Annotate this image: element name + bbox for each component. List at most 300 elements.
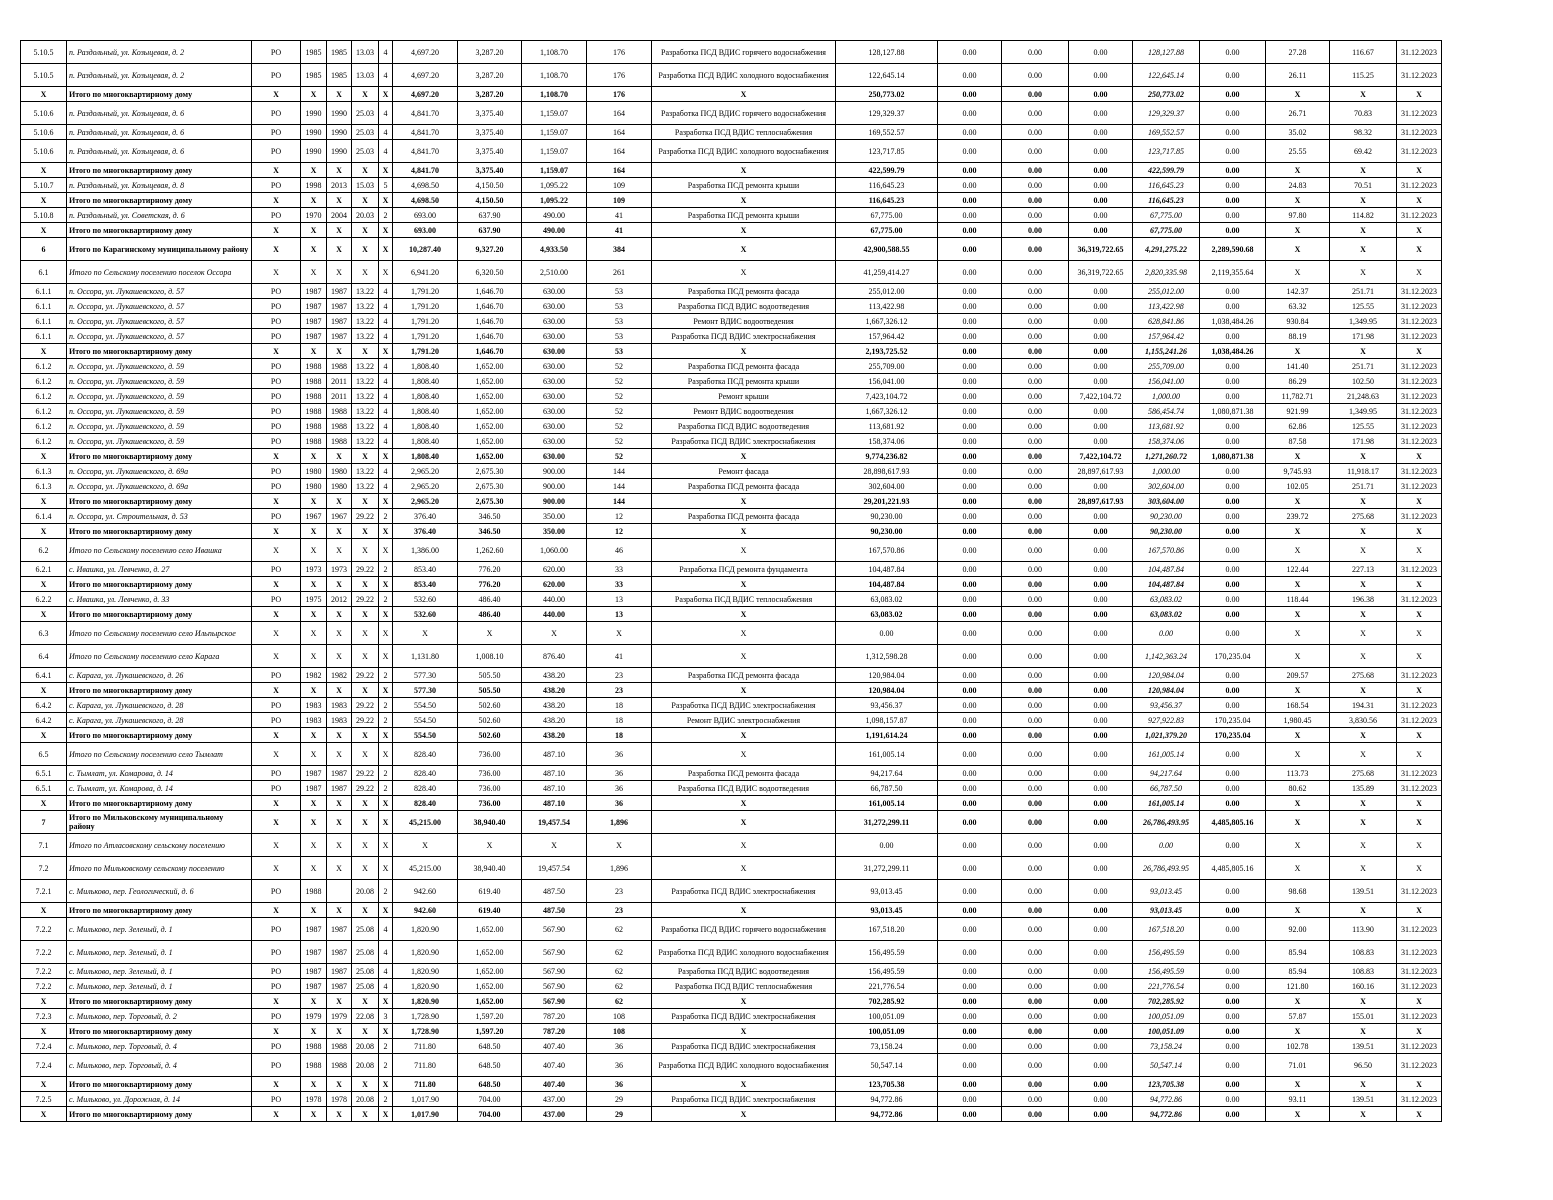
table-cell: Итого по многоквартирному дому xyxy=(67,494,252,509)
table-cell: 0.00 xyxy=(1069,668,1133,683)
table-cell: 0.00 xyxy=(1200,208,1266,223)
table-cell: 7.1 xyxy=(21,834,67,857)
table-cell: 0.00 xyxy=(1200,102,1266,125)
table-cell: 0.00 xyxy=(1069,102,1133,125)
table-cell: 109 xyxy=(587,193,652,208)
table-cell: X xyxy=(1397,163,1442,178)
table-cell: 108.83 xyxy=(1330,941,1397,964)
table-cell: X xyxy=(1397,857,1442,880)
table-cell: X xyxy=(252,994,301,1009)
table-cell: X xyxy=(1330,494,1397,509)
table-cell: 0.00 xyxy=(1002,284,1069,299)
table-cell: X xyxy=(652,449,836,464)
table-cell: X xyxy=(252,607,301,622)
table-cell: 6.1.1 xyxy=(21,314,67,329)
table-cell: 102.05 xyxy=(1266,479,1330,494)
table-cell: 1,652.00 xyxy=(458,941,522,964)
table-cell: 36 xyxy=(587,766,652,781)
table-cell: 1,652.00 xyxy=(458,434,522,449)
table-cell: 1,108.70 xyxy=(522,64,587,87)
table-cell: 31.12.2023 xyxy=(1397,941,1442,964)
table-cell: X xyxy=(301,1107,327,1122)
table-cell: 29.22 xyxy=(352,562,379,577)
table-cell: 1,271,260.72 xyxy=(1133,449,1200,464)
table-cell: 0.00 xyxy=(1002,238,1069,261)
table-cell: 0.00 xyxy=(1069,941,1133,964)
table-cell: 52 xyxy=(587,374,652,389)
table-cell: 1,652.00 xyxy=(458,994,522,1009)
table-cell: X xyxy=(252,494,301,509)
table-cell: X xyxy=(21,494,67,509)
table-row xyxy=(21,592,1442,607)
table-cell: X xyxy=(21,796,67,811)
table-cell: 1987 xyxy=(327,941,352,964)
table-cell: 0.00 xyxy=(938,64,1002,87)
table-cell: 554.50 xyxy=(393,698,458,713)
table-cell: 63,083.02 xyxy=(1133,607,1200,622)
table-cell: 0.00 xyxy=(1069,223,1133,238)
table-cell: X xyxy=(1330,728,1397,743)
table-cell: Итого по Сельскому поселению село Тымлат xyxy=(67,743,252,766)
table-cell: Итого по многоквартирному дому xyxy=(67,1024,252,1039)
table-cell: X xyxy=(522,834,587,857)
table-cell: 28,898,617.93 xyxy=(836,464,938,479)
table-cell: 1,791.20 xyxy=(393,344,458,359)
table-cell: РО xyxy=(252,140,301,163)
table-cell: Разработка ПСД ремонта крыши xyxy=(652,178,836,193)
table-cell: 4,841.70 xyxy=(393,140,458,163)
table-cell: Разработка ПСД ВДИС электроснабжения xyxy=(652,880,836,903)
table-cell: 23 xyxy=(587,683,652,698)
table-cell: 2,510.00 xyxy=(522,261,587,284)
table-cell: 0.00 xyxy=(1069,979,1133,994)
table-cell: 31.12.2023 xyxy=(1397,464,1442,479)
table-cell: 2 xyxy=(379,562,393,577)
table-cell: 0.00 xyxy=(938,102,1002,125)
table-cell: X xyxy=(352,539,379,562)
table-cell: 13.03 xyxy=(352,41,379,64)
table-cell: 50,547.14 xyxy=(836,1054,938,1077)
table-cell: 1973 xyxy=(301,562,327,577)
table-cell: 1,155,241.26 xyxy=(1133,344,1200,359)
table-cell: 36 xyxy=(587,1039,652,1054)
table-cell: с. Мильково, пер. Геологический, д. 6 xyxy=(67,880,252,903)
table-cell: X xyxy=(352,223,379,238)
table-cell: 1,808.40 xyxy=(393,404,458,419)
table-cell: 0.00 xyxy=(938,208,1002,223)
table-cell: X xyxy=(1397,449,1442,464)
table-cell: 1987 xyxy=(327,918,352,941)
table-cell: Разработка ПСД ремонта фасада xyxy=(652,359,836,374)
table-cell: 0.00 xyxy=(1069,64,1133,87)
table-cell: X xyxy=(1266,743,1330,766)
table-cell: РО xyxy=(252,1009,301,1024)
table-cell: 4 xyxy=(379,464,393,479)
table-cell: X xyxy=(1397,494,1442,509)
table-cell: 0.00 xyxy=(1002,87,1069,102)
table-cell: 33 xyxy=(587,562,652,577)
table-cell: 0.00 xyxy=(836,622,938,645)
table-cell: 0.00 xyxy=(1002,796,1069,811)
table-cell: X xyxy=(1266,1024,1330,1039)
table-cell: X xyxy=(458,622,522,645)
table-cell: 27.28 xyxy=(1266,41,1330,64)
table-cell: 0.00 xyxy=(938,140,1002,163)
table-cell: 1,038,484.26 xyxy=(1200,314,1266,329)
table-cell: X xyxy=(252,857,301,880)
table-cell: 31.12.2023 xyxy=(1397,389,1442,404)
table-cell: 100,051.09 xyxy=(1133,1009,1200,1024)
table-cell: 0.00 xyxy=(1002,314,1069,329)
table-cell: 31.12.2023 xyxy=(1397,125,1442,140)
table-cell: X xyxy=(652,743,836,766)
table-cell: 1,159.07 xyxy=(522,140,587,163)
table-cell: 4,697.20 xyxy=(393,41,458,64)
table-cell: 85.94 xyxy=(1266,964,1330,979)
table-cell: 0.00 xyxy=(938,87,1002,102)
table-cell: 0.00 xyxy=(1200,1092,1266,1107)
table-cell: 0.00 xyxy=(1200,178,1266,193)
table-cell: 31.12.2023 xyxy=(1397,1054,1442,1077)
table-cell: 0.00 xyxy=(938,562,1002,577)
table-cell: 53 xyxy=(587,344,652,359)
table-row xyxy=(21,479,1442,494)
table-cell: 1,131.80 xyxy=(393,645,458,668)
table-cell: 1,597.20 xyxy=(458,1009,522,1024)
table-cell: Разработка ПСД ВДИС горячего водоснабжения xyxy=(652,41,836,64)
table-cell: РО xyxy=(252,299,301,314)
table-cell: 1998 xyxy=(301,178,327,193)
table-cell: 62.86 xyxy=(1266,419,1330,434)
table-cell: X xyxy=(1397,1024,1442,1039)
table-cell: 0.00 xyxy=(1069,781,1133,796)
table-cell: Разработка ПСД ремонта фасада xyxy=(652,479,836,494)
table-cell: 31.12.2023 xyxy=(1397,562,1442,577)
table-cell: 167,518.20 xyxy=(836,918,938,941)
table-cell: 0.00 xyxy=(1002,509,1069,524)
table-cell: X xyxy=(301,577,327,592)
table-cell: 1985 xyxy=(327,41,352,64)
table-cell: 1985 xyxy=(301,41,327,64)
table-cell: 1,652.00 xyxy=(458,404,522,419)
table-cell: 155.01 xyxy=(1330,1009,1397,1024)
table-cell: 13.03 xyxy=(352,64,379,87)
table-cell: 0.00 xyxy=(1069,1077,1133,1092)
table-cell: 194.31 xyxy=(1330,698,1397,713)
table-cell: 630.00 xyxy=(522,329,587,344)
table-cell: 0.00 xyxy=(1069,713,1133,728)
table-cell: с. Мильково, пер. Зеленый, д. 1 xyxy=(67,964,252,979)
table-cell: 0.00 xyxy=(1069,193,1133,208)
table-cell: X xyxy=(327,223,352,238)
table-cell: X xyxy=(21,994,67,1009)
table-cell: 736.00 xyxy=(458,781,522,796)
table-cell: 350.00 xyxy=(522,524,587,539)
table-cell: 0.00 xyxy=(938,419,1002,434)
table-cell: п. Раздольный, ул. Козыцевая, д. 8 xyxy=(67,178,252,193)
table-cell: 1,808.40 xyxy=(393,389,458,404)
table-cell: 554.50 xyxy=(393,728,458,743)
table-cell: 1,820.90 xyxy=(393,994,458,1009)
table-cell: Итого по Атласовскому сельскому поселению xyxy=(67,834,252,857)
table-cell: 6.1.2 xyxy=(21,434,67,449)
table-cell: с. Мильково, пер. Торговый, д. 4 xyxy=(67,1054,252,1077)
table-cell: 31,272,299.11 xyxy=(836,857,938,880)
table-cell: 31.12.2023 xyxy=(1397,140,1442,163)
table-cell: 7.2.5 xyxy=(21,1092,67,1107)
table-cell: 1,312,598.28 xyxy=(836,645,938,668)
table-cell: 577.30 xyxy=(393,683,458,698)
table-cell: X xyxy=(252,743,301,766)
table-cell: 4 xyxy=(379,979,393,994)
table-cell: с. Карага, ул. Лукашевского, д. 26 xyxy=(67,668,252,683)
table-cell: 4 xyxy=(379,419,393,434)
table-cell: 4,698.50 xyxy=(393,193,458,208)
table-cell: 169,552.57 xyxy=(836,125,938,140)
table-cell: 28,897,617.93 xyxy=(1069,494,1133,509)
table-cell: X xyxy=(1330,261,1397,284)
table-cell: 80.62 xyxy=(1266,781,1330,796)
table-row xyxy=(21,509,1442,524)
table-row xyxy=(21,834,1442,857)
table-cell: 0.00 xyxy=(1002,577,1069,592)
table-cell: X xyxy=(1330,193,1397,208)
table-cell: 490.00 xyxy=(522,223,587,238)
table-cell: 7.2.2 xyxy=(21,918,67,941)
table-cell: 5.10.7 xyxy=(21,178,67,193)
table-cell: X xyxy=(652,683,836,698)
table-cell: 1980 xyxy=(327,464,352,479)
table-cell: 53 xyxy=(587,299,652,314)
table-cell: 26,786,493.95 xyxy=(1133,811,1200,834)
table-cell: 350.00 xyxy=(522,509,587,524)
table-cell: п. Оссора, ул. Лукашевского, д. 57 xyxy=(67,314,252,329)
table-cell: 4 xyxy=(379,941,393,964)
table-cell: п. Оссора, ул. Лукашевского, д. 59 xyxy=(67,434,252,449)
table-cell: п. Оссора, ул. Лукашевского, д. 69а xyxy=(67,464,252,479)
table-cell: X xyxy=(652,193,836,208)
table-cell: X xyxy=(652,163,836,178)
table-cell: 0.00 xyxy=(938,964,1002,979)
table-cell: X xyxy=(652,796,836,811)
table-row xyxy=(21,163,1442,178)
table-cell: 2 xyxy=(379,713,393,728)
table-cell: 102.50 xyxy=(1330,374,1397,389)
table-row xyxy=(21,1039,1442,1054)
table-cell: X xyxy=(352,622,379,645)
table-cell: 20.03 xyxy=(352,208,379,223)
table-cell: 25.55 xyxy=(1266,140,1330,163)
table-cell: 0.00 xyxy=(938,1077,1002,1092)
table-cell: 0.00 xyxy=(938,1054,1002,1077)
table-cell: 0.00 xyxy=(938,539,1002,562)
table-cell: 1,646.70 xyxy=(458,284,522,299)
table-cell: 0.00 xyxy=(1069,329,1133,344)
table-cell: X xyxy=(352,344,379,359)
table-cell: 3,375.40 xyxy=(458,163,522,178)
table-row xyxy=(21,645,1442,668)
table-cell: 31.12.2023 xyxy=(1397,1092,1442,1107)
table-cell: 31.12.2023 xyxy=(1397,419,1442,434)
table-cell: Разработка ПСД ремонта фундамента xyxy=(652,562,836,577)
table-cell: 0.00 xyxy=(1002,1092,1069,1107)
table-cell: 0.00 xyxy=(1002,464,1069,479)
table-cell: Разработка ПСД ВДИС электроснабжения xyxy=(652,1092,836,1107)
table-cell: 0.00 xyxy=(1069,743,1133,766)
table-cell: X xyxy=(327,238,352,261)
table-cell: X xyxy=(252,1107,301,1122)
table-cell: 0.00 xyxy=(1200,223,1266,238)
table-cell: 161,005.14 xyxy=(1133,743,1200,766)
table-row xyxy=(21,979,1442,994)
table-cell: 108 xyxy=(587,1024,652,1039)
table-cell: 2,675.30 xyxy=(458,494,522,509)
table-row xyxy=(21,713,1442,728)
table-body xyxy=(21,41,1442,1122)
table-cell: 1,808.40 xyxy=(393,374,458,389)
table-cell: 104,487.84 xyxy=(1133,562,1200,577)
table-cell: 52 xyxy=(587,434,652,449)
table-cell: 2 xyxy=(379,1039,393,1054)
table-cell: X xyxy=(1397,811,1442,834)
table-cell: X xyxy=(327,607,352,622)
table-cell: 94,772.86 xyxy=(1133,1107,1200,1122)
table-row xyxy=(21,524,1442,539)
table-cell: 1,080,871.38 xyxy=(1200,404,1266,419)
table-cell: Итого по многоквартирному дому xyxy=(67,223,252,238)
table-cell: 0.00 xyxy=(938,713,1002,728)
table-cell: 122,645.14 xyxy=(836,64,938,87)
table-cell: X xyxy=(1266,607,1330,622)
table-cell: X xyxy=(652,903,836,918)
table-cell: X xyxy=(652,238,836,261)
table-cell: 4,697.20 xyxy=(393,87,458,102)
table-cell: X xyxy=(252,728,301,743)
table-cell: 23 xyxy=(587,668,652,683)
table-cell: Разработка ПСД ремонта фасада xyxy=(652,509,836,524)
table-cell: X xyxy=(21,524,67,539)
table-cell: 100,051.09 xyxy=(836,1024,938,1039)
table-cell: 0.00 xyxy=(1200,524,1266,539)
table-cell: 275.68 xyxy=(1330,668,1397,683)
table-cell: 13.22 xyxy=(352,404,379,419)
table-row xyxy=(21,562,1442,577)
table-cell: Итого по многоквартирному дому xyxy=(67,903,252,918)
table-cell: 0.00 xyxy=(1200,743,1266,766)
table-cell: 346.50 xyxy=(458,524,522,539)
table-cell: 1,098,157.87 xyxy=(836,713,938,728)
table-cell: 620.00 xyxy=(522,577,587,592)
table-cell: 123,705.38 xyxy=(836,1077,938,1092)
table-cell: X xyxy=(352,193,379,208)
table-cell: 4,841.70 xyxy=(393,163,458,178)
table-cell: 0.00 xyxy=(1200,1107,1266,1122)
table-cell: X xyxy=(1266,994,1330,1009)
table-cell: 0.00 xyxy=(1133,834,1200,857)
capital-repair-plan-table xyxy=(20,40,1442,1122)
table-cell: 0.00 xyxy=(1069,539,1133,562)
table-row xyxy=(21,994,1442,1009)
table-cell: РО xyxy=(252,880,301,903)
table-cell: 156,041.00 xyxy=(1133,374,1200,389)
table-cell: X xyxy=(1330,811,1397,834)
table-row xyxy=(21,87,1442,102)
table-row xyxy=(21,607,1442,622)
table-cell: п. Оссора, ул. Лукашевского, д. 59 xyxy=(67,404,252,419)
table-cell: п. Оссора, ул. Лукашевского, д. 59 xyxy=(67,389,252,404)
table-cell: X xyxy=(352,87,379,102)
table-cell: 31.12.2023 xyxy=(1397,178,1442,193)
table-cell: 129,329.37 xyxy=(1133,102,1200,125)
table-cell: 70.83 xyxy=(1330,102,1397,125)
table-cell: X xyxy=(1397,223,1442,238)
table-cell: 2004 xyxy=(327,208,352,223)
table-cell: X xyxy=(301,1024,327,1039)
table-row xyxy=(21,698,1442,713)
table-cell: X xyxy=(252,193,301,208)
table-cell: 0.00 xyxy=(1002,208,1069,223)
table-cell: Разработка ПСД ВДИС водоотведения xyxy=(652,299,836,314)
table-cell: 6.2.2 xyxy=(21,592,67,607)
table-cell: п. Раздольный, ул. Козыцевая, д. 6 xyxy=(67,125,252,140)
table-cell: X xyxy=(1397,238,1442,261)
table-cell: 648.50 xyxy=(458,1039,522,1054)
table-cell: 113.90 xyxy=(1330,918,1397,941)
table-cell: 1973 xyxy=(327,562,352,577)
table-cell: X xyxy=(1397,834,1442,857)
table-cell: 1990 xyxy=(327,125,352,140)
table-cell: 3,375.40 xyxy=(458,125,522,140)
table-row xyxy=(21,284,1442,299)
table-cell: 0.00 xyxy=(1069,834,1133,857)
table-cell: 29.22 xyxy=(352,592,379,607)
table-cell: 250,773.02 xyxy=(836,87,938,102)
table-cell: 139.51 xyxy=(1330,1039,1397,1054)
table-cell: X xyxy=(327,261,352,284)
table-cell: X xyxy=(252,223,301,238)
table-cell: X xyxy=(21,903,67,918)
table-cell: 630.00 xyxy=(522,419,587,434)
table-cell: 0.00 xyxy=(1200,941,1266,964)
table-cell: 711.80 xyxy=(393,1039,458,1054)
table-cell: 0.00 xyxy=(1002,918,1069,941)
table-cell: 440.00 xyxy=(522,607,587,622)
table-cell: 0.00 xyxy=(1200,464,1266,479)
table-cell: п. Оссора, ул. Лукашевского, д. 69а xyxy=(67,479,252,494)
table-cell: 46 xyxy=(587,539,652,562)
table-cell: X xyxy=(352,994,379,1009)
table-cell: 567.90 xyxy=(522,979,587,994)
table-cell: Итого по Мильковскому сельскому поселению xyxy=(67,857,252,880)
table-cell: X xyxy=(1397,577,1442,592)
table-cell: X xyxy=(21,449,67,464)
table-cell: 0.00 xyxy=(1069,1009,1133,1024)
table-cell: 57.87 xyxy=(1266,1009,1330,1024)
table-cell: 0.00 xyxy=(1069,140,1133,163)
table-row xyxy=(21,344,1442,359)
table-cell: 0.00 xyxy=(1200,577,1266,592)
table-cell: X xyxy=(379,87,393,102)
table-cell: X xyxy=(1330,163,1397,178)
table-cell: 86.29 xyxy=(1266,374,1330,389)
table-cell: X xyxy=(301,344,327,359)
table-cell: 490.00 xyxy=(522,208,587,223)
table-cell: 7.2.2 xyxy=(21,964,67,979)
table-cell: 123,717.85 xyxy=(1133,140,1200,163)
table-row xyxy=(21,539,1442,562)
table-cell: 4 xyxy=(379,299,393,314)
table-cell: 0.00 xyxy=(1002,223,1069,238)
